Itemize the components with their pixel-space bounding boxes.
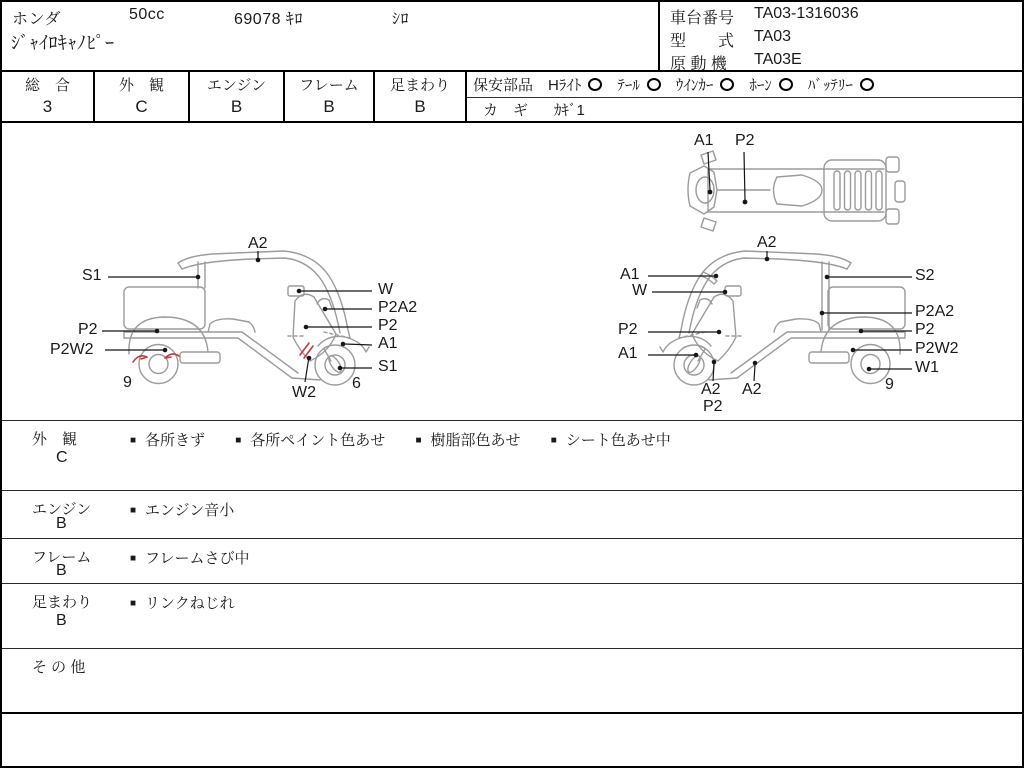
diagram-right-side-view [600,228,1024,426]
section-notes [130,499,260,520]
bullet-icon: ■ [130,598,137,609]
safety-item-name: ｳｲﾝｶｰ [675,77,714,94]
engine-code-value: TA03E [754,51,802,68]
section-grade: B [56,612,67,629]
ok-circle-icon [720,78,734,91]
grade-cell-undercarriage [375,72,467,121]
damage-code-label: A2 [757,234,777,251]
damage-code-label: P2 [703,398,723,415]
section-other [2,648,1022,712]
damage-code-label: P2 [618,321,638,338]
displacement: 50cc [129,6,165,23]
safety-parts-label: 保安部品 [473,77,534,94]
safety-item-battery [808,74,874,95]
section-notes [130,547,275,568]
damage-code-label: A2 [701,381,721,398]
bullet-icon: ■ [130,553,137,564]
safety-parts-row [467,72,1022,98]
grade-cell-engine [190,72,285,121]
grade-value: B [323,97,335,116]
damage-diagram-area [2,123,1022,420]
grade-label: 足まわり [389,77,450,94]
grade-value: B [230,97,243,116]
bullet-icon: ■ [130,505,137,516]
wheel-number-label: 9 [885,376,894,393]
section-footer-empty [2,712,1022,766]
key-value: ｶｷﾞ1 [554,101,585,119]
model-code-row [670,28,791,51]
section-notes [130,429,697,450]
note-text: 各所きず [145,432,206,449]
model-name: ｼﾞｬｲﾛｷｬﾉﾋﾟｰ [11,33,115,53]
mileage: 69078 ｷﾛ [234,11,303,28]
damage-code-label: A1 [694,132,714,149]
chassis-number-label: 車台番号 [670,10,735,27]
damage-code-label: P2 [735,132,755,149]
note-text: 各所ペイント色あせ [250,432,386,449]
section-label: 足まわり [32,594,93,611]
note-text: フレームさび中 [145,550,250,567]
grade-label: 総 合 [24,77,70,94]
damage-marks [133,343,313,362]
damage-code-label: P2 [78,321,98,338]
wheel-number-label: 9 [123,374,132,391]
ok-circle-icon [588,78,602,91]
damage-code-label: P2A2 [378,299,418,316]
grade-table [2,70,1022,123]
safety-parts [467,72,1022,121]
damage-code-label: P2 [915,321,935,338]
model-code-value: TA03 [754,28,792,45]
safety-item-name: Hﾗｲﾄ [548,77,582,94]
grade-value: C [135,97,148,116]
model-code-label: 型 式 [670,33,735,50]
key-label: カ ギ [483,101,529,119]
note-text: リンクねじれ [145,595,235,612]
damage-code-label: W2 [292,384,316,401]
grade-value: 3 [42,97,53,116]
damage-code-label: W [632,282,648,299]
note-text: エンジン音小 [145,502,235,519]
grade-cell-frame [285,72,375,121]
section-engine [2,490,1022,538]
wheel-number-label: 6 [352,375,361,392]
section-grade: B [56,515,67,532]
section-undercarriage [2,583,1022,648]
chassis-number-value: TA03-1316036 [754,5,859,22]
section-notes [130,592,261,613]
damage-code-label: A2 [742,381,762,398]
safety-item-tail [617,74,661,95]
body-color: ｼﾛ [392,11,410,28]
damage-code-label: A1 [378,335,398,352]
ok-circle-icon [647,78,661,91]
safety-item-name: ﾃｰﾙ [617,77,640,94]
section-exterior [2,420,1022,490]
section-frame [2,538,1022,583]
damage-code-label: S1 [378,358,398,375]
bullet-icon: ■ [415,435,422,446]
damage-code-label: A1 [618,345,638,362]
section-grade: B [56,562,67,579]
header-divider [658,2,660,70]
damage-code-label: P2 [378,317,398,334]
note-text: 樹脂部色あせ [430,432,521,449]
damage-code-label: W [378,281,394,298]
safety-item-name: ﾎｰﾝ [749,77,772,94]
section-label: そ の 他 [32,659,86,676]
damage-code-label: W1 [915,359,939,376]
section-grade: C [56,449,68,466]
maker-name: ホンダ [12,11,61,28]
damage-code-label: A1 [620,266,640,283]
grade-cell-exterior [95,72,190,121]
damage-code-label: S2 [915,267,935,284]
safety-item-horn [749,74,793,95]
damage-code-label: P2A2 [915,303,955,320]
section-label: エンジン [32,501,92,518]
grade-value: B [414,97,426,116]
bullet-icon: ■ [550,435,557,446]
key-row [467,98,1022,120]
bullet-icon: ■ [130,435,137,446]
grade-label: 外 観 [118,77,164,94]
section-label: フレーム [32,549,92,566]
safety-item-winker [676,74,735,95]
bullet-icon: ■ [235,435,242,446]
section-label: 外 観 [32,431,78,448]
safety-item-name: ﾊﾞｯﾃﾘｰ [807,77,853,94]
damage-code-label: P2W2 [915,340,959,357]
grade-label: フレーム [299,77,359,94]
safety-item-headlight [548,74,602,95]
grade-cell-overall [2,72,95,121]
grade-label: エンジン [206,77,267,94]
ok-circle-icon [779,78,793,91]
engine-code-label: 原 動 機 [670,56,727,73]
damage-code-label: P2W2 [50,341,94,358]
chassis-number-row [670,5,859,28]
ok-circle-icon [860,78,874,91]
damage-code-label: A2 [248,235,268,252]
note-text: シート色あせ中 [565,432,671,449]
damage-code-label: S1 [82,267,102,284]
